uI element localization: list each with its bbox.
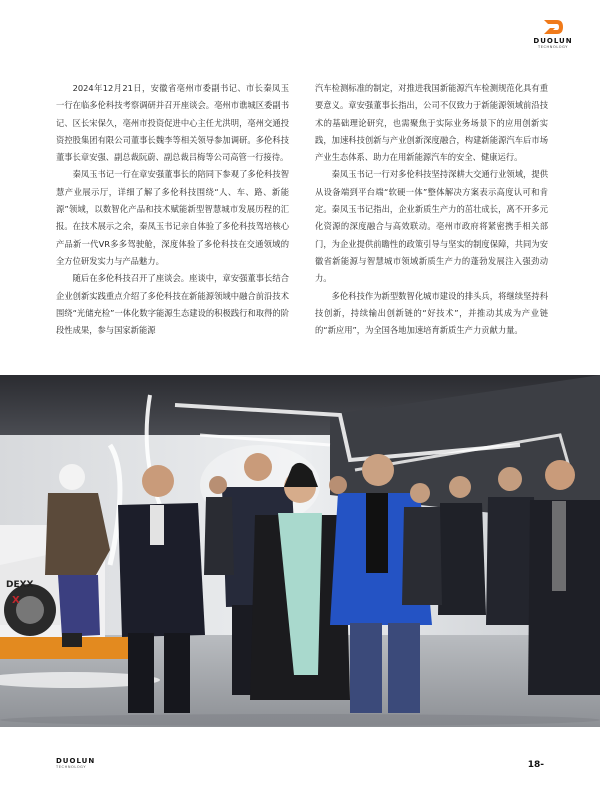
- article-paragraph: 秦凤玉书记一行在章安强董事长的陪同下参观了多伦科技智慧产业展示厅，详细了解了多伦科技围绕“人、车、路、新能源”领域，以数智化产品和技术赋能新型智慧城市发展历程的汇报。在技术展示之余，秦凤玉书记亲自体验了多伦科技驾培核心产品新一代VR多多驾驶舱，深度体验了多伦科技在交通领域的全方位研发实力与产品魅力。: [56, 169, 289, 266]
- brand-logo: [528, 18, 578, 49]
- brand-logo-subtext: TECHNOLOGY: [537, 45, 569, 49]
- brand-logo-text: DUOLUN: [533, 37, 573, 45]
- article-body: [56, 80, 548, 358]
- article-paragraph: 秦凤玉书记一行对多伦科技坚持深耕大交通行业领域，提供从设备端到平台端“软硬一体”整体解决方案表示高度认可和肯定。秦凤玉书记指出，企业新质生产力的茁壮成长，离不开多元化资源的深度融合与高效联动。亳州市政府将紧密携手相关部门，为企业提供前瞻性的政策引导与坚实的制度保障，共同为安徽省新能源与智慧城市领域新质生产力的蓬勃发展注入强劲动力。: [315, 169, 548, 284]
- article-right-column: [315, 80, 548, 358]
- simulator-mark-text: X: [12, 595, 20, 606]
- article-paragraph: 多伦科技作为新型数智化城市建设的排头兵，将继续坚持科技创新，持续输出创新链的“好技术”，并推动其成为产业链的“新应用”，为全国各地加速培育新质生产力贡献力量。: [315, 290, 548, 336]
- duolun-logo-icon: [542, 18, 564, 36]
- simulator-brand-text: DEXX: [6, 580, 34, 590]
- footer-logo: [56, 757, 95, 769]
- article-paragraph: 汽车检测标准的制定，对推进我国新能源汽车检测规范化具有重要意义。章安强董事长指出，公司不仅致力于新能源领域前沿技术的基础理论研究，也需聚焦于实际业务场景下的应用创新实践，加速科技创新与产业创新深度融合，构建新能源汽车后市场产业生态体系、助力在用新能源汽车的安全、健康运行。: [315, 83, 548, 163]
- footer-logo-text: DUOLUN: [56, 757, 96, 765]
- article-paragraph: 随后在多伦科技召开了座谈会。座谈中，章安强董事长结合企业创新实践重点介绍了多伦科技在新能源领域中融合前沿技术围绕“光储充检”一体化数字能源生态建设的积极践行和取得的阶段性成果，参与国家新能源: [56, 273, 289, 336]
- article-left-column: [56, 80, 289, 358]
- footer-logo-subtext: TECHNOLOGY: [56, 765, 87, 769]
- article-paragraph: 2024年12月21日，安徽省亳州市委副书记、市长秦凤玉一行在临多伦科技考察调研并召开座谈会。亳州市谯城区委副书记、区长宋保久，亳州市投资促进中心主任尤洪明，亳州交通投资控股集团有限公司董事长魏李等相关领导参加调研。多伦科技董事长章安强、副总裁阮蔚、副总裁吕梅等公司高管一行接待。: [56, 83, 289, 163]
- page-number: 18-: [527, 760, 544, 770]
- visit-photo: [0, 375, 600, 727]
